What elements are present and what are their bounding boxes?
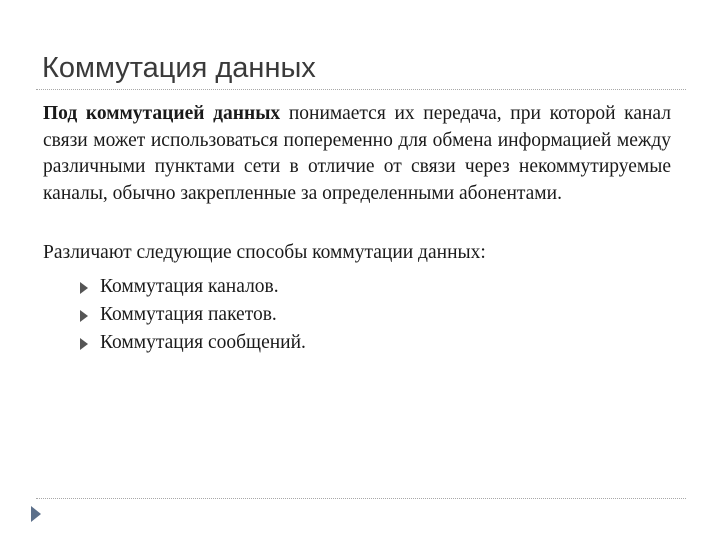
definition-paragraph [43,101,671,207]
methods-list [43,274,671,358]
definition-text: понимается их передача, при которой канал связи может использоваться попеременно для обмена информацией между различными пунктами сети в отличие от связи через некоммутируемые каналы, обычно закрепленные за определенными абонентами. [43,103,671,204]
triangle-bullet-icon [80,338,88,350]
title-divider [36,89,686,90]
footer-divider [36,498,686,499]
slide-title: Коммутация данных [42,52,316,84]
list-item [80,274,671,302]
play-arrow-icon[interactable] [31,506,41,522]
triangle-bullet-icon [80,282,88,294]
definition-term: Под коммутацией данных [43,103,281,124]
slide-body [43,101,671,358]
list-item-label: Коммутация пакетов. [100,304,277,326]
list-item [80,330,671,358]
methods-intro: Различают следующие способы коммутации данных: [43,242,486,263]
list-item [80,302,671,330]
list-item-label: Коммутация сообщений. [100,332,306,354]
triangle-bullet-icon [80,310,88,322]
list-item-label: Коммутация каналов. [100,276,279,298]
